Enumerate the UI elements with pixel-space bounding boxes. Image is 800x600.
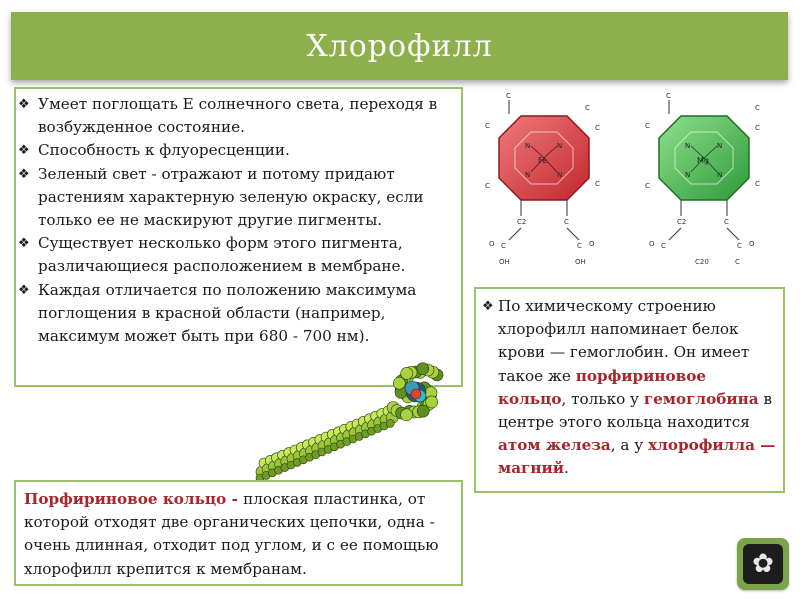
property-text: Способность к флуоресценции. bbox=[38, 141, 290, 160]
svg-text:C20: C20 bbox=[695, 258, 709, 266]
highlight-term: хлорофилла — магний bbox=[498, 436, 776, 478]
diamond-bullet-icon: ❖ bbox=[18, 143, 30, 159]
svg-text:N: N bbox=[525, 171, 531, 179]
svg-text:C: C bbox=[724, 218, 729, 226]
diamond-bullet-icon: ❖ bbox=[18, 97, 30, 112]
svg-text:C: C bbox=[755, 124, 760, 132]
svg-text:C: C bbox=[645, 122, 650, 130]
property-item bbox=[18, 139, 455, 162]
logo bbox=[737, 538, 789, 590]
svg-text:O: O bbox=[489, 240, 495, 248]
svg-text:C: C bbox=[755, 104, 760, 112]
svg-text:C: C bbox=[645, 182, 650, 190]
svg-text:C: C bbox=[501, 242, 506, 250]
porphyrin-paragraph bbox=[24, 488, 455, 581]
property-item bbox=[18, 163, 455, 233]
model-atom bbox=[401, 367, 413, 379]
svg-text:C2: C2 bbox=[517, 218, 527, 226]
property-text: Зеленый свет - отражают и потому придают растениям характерную зеленую окраску, если только ее не маскируют другие пигменты. bbox=[38, 164, 424, 230]
svg-text:OH: OH bbox=[575, 258, 586, 266]
property-text: Умеет поглощать Е солнечного света, переходя в возбужденное состояние. bbox=[38, 95, 438, 137]
svg-text:C: C bbox=[661, 242, 666, 250]
comparison-fragment: , только у bbox=[561, 389, 644, 408]
svg-text:N: N bbox=[685, 171, 691, 179]
svg-text:C: C bbox=[595, 124, 600, 132]
comparison-item bbox=[484, 295, 777, 481]
model-atom bbox=[386, 419, 394, 427]
svg-text:C: C bbox=[735, 258, 740, 266]
property-text: Каждая отличается по положению максимума поглощения в красной области (например, максимум может быть при 680 - 700 нм). bbox=[38, 280, 417, 346]
porphyrin-term: Порфириновое кольцо - bbox=[24, 490, 244, 508]
diamond-bullet-icon: ❖ bbox=[18, 282, 30, 298]
svg-text:N: N bbox=[557, 142, 563, 150]
heme-center-label: Fe bbox=[538, 156, 548, 165]
property-item bbox=[18, 279, 455, 349]
svg-text:N: N bbox=[525, 142, 531, 150]
svg-text:N: N bbox=[685, 142, 691, 150]
svg-text:C2: C2 bbox=[677, 218, 687, 226]
svg-text:C: C bbox=[564, 218, 569, 226]
heme-molecule bbox=[485, 92, 600, 266]
svg-text:C: C bbox=[755, 180, 760, 188]
svg-text:C: C bbox=[485, 182, 490, 190]
svg-text:C: C bbox=[595, 180, 600, 188]
porphyrin-text: плоская пластинка, от которой отходят две органических цепочки, одна - очень длинная, отходит под углом, и с ее помощью хлорофилл крепится к мембранам. bbox=[24, 490, 439, 578]
model-atom bbox=[417, 405, 429, 417]
heme-chlorophyll-structures bbox=[473, 88, 787, 278]
chlorophyll-3d-model bbox=[248, 350, 470, 480]
properties-box bbox=[14, 87, 463, 387]
svg-text:OH: OH bbox=[499, 258, 510, 266]
model-atom bbox=[426, 396, 438, 408]
property-item bbox=[18, 93, 455, 139]
comparison-list bbox=[484, 295, 777, 481]
highlight-term: гемоглобина bbox=[643, 389, 759, 408]
comparison-fragment: , а у bbox=[610, 436, 649, 455]
svg-text:O: O bbox=[749, 240, 755, 248]
svg-text:C: C bbox=[506, 92, 511, 100]
model-atom bbox=[417, 363, 429, 375]
model-atom bbox=[401, 409, 413, 421]
highlight-term: порфириновое кольцо bbox=[498, 366, 707, 408]
comparison-fragment: По химическому строению хлорофилл напоминает белок крови — гемоглобин. Он имеет такое же bbox=[498, 297, 750, 385]
svg-text:C: C bbox=[585, 104, 590, 112]
svg-text:C: C bbox=[485, 122, 490, 130]
page-title: Хлорофилл bbox=[306, 28, 493, 64]
svg-text:C: C bbox=[666, 92, 671, 100]
diamond-bullet-icon: ❖ bbox=[18, 236, 30, 252]
diamond-bullet-icon: ❖ bbox=[18, 166, 30, 182]
property-text: Существует несколько форм этого пигмента, различающиеся расположением в мембране. bbox=[38, 234, 406, 276]
comparison-box bbox=[474, 287, 785, 493]
properties-list bbox=[18, 93, 455, 348]
diamond-bullet-icon: ❖ bbox=[482, 299, 494, 314]
title-bar bbox=[11, 12, 788, 80]
svg-text:O: O bbox=[589, 240, 595, 248]
svg-text:C: C bbox=[577, 242, 582, 250]
comparison-fragment: в центре этого кольца находится bbox=[498, 389, 773, 432]
property-item bbox=[18, 232, 455, 278]
svg-text:C: C bbox=[737, 242, 742, 250]
svg-text:O: O bbox=[649, 240, 655, 248]
chlorophyll-center-label: Mg bbox=[697, 156, 709, 165]
model-atom bbox=[393, 377, 405, 389]
highlight-term: атом железа bbox=[498, 436, 611, 455]
comparison-fragment: . bbox=[564, 459, 569, 478]
svg-text:N: N bbox=[717, 171, 723, 179]
svg-text:N: N bbox=[557, 171, 563, 179]
chlorophyll-molecule bbox=[645, 92, 760, 266]
porphyrin-box bbox=[14, 480, 463, 586]
svg-text:N: N bbox=[717, 142, 723, 150]
comparison-text bbox=[492, 295, 777, 481]
logo-icon: ✿ bbox=[743, 544, 783, 584]
model-atom bbox=[411, 389, 421, 399]
